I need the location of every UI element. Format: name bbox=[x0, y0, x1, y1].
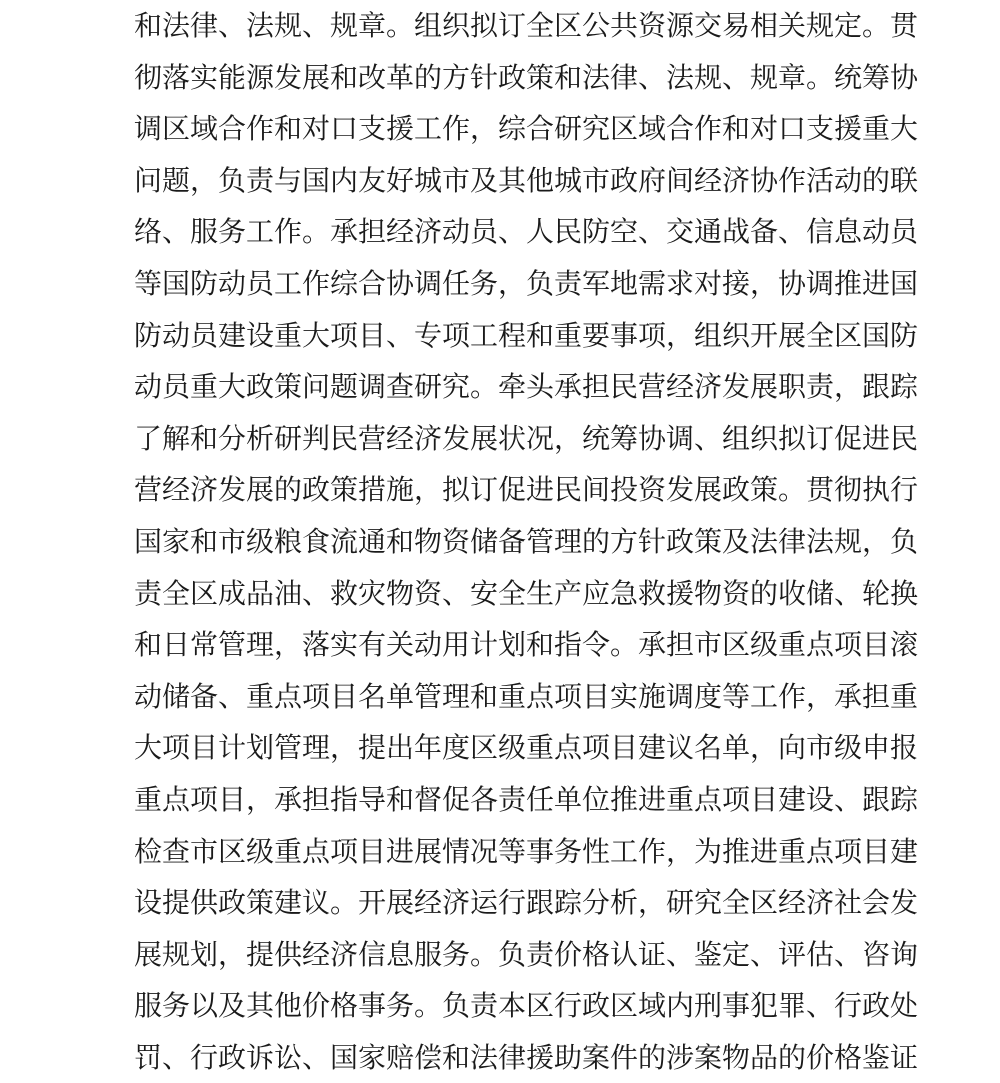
text-line: 动储备、重点项目名单管理和重点项目实施调度等工作，承担重 bbox=[134, 679, 919, 713]
text-line: 展规划，提供经济信息服务。负责价格认证、鉴定、评估、咨询 bbox=[134, 937, 919, 971]
text-line: 设提供政策建议。开展经济运行跟踪分析，研究全区经济社会发 bbox=[134, 886, 919, 920]
text-line: 等国防动员工作综合协调任务，负责军地需求对接，协调推进国 bbox=[134, 266, 919, 300]
text-line: 重点项目，承担指导和督促各责任单位推进重点项目建设、跟踪 bbox=[134, 782, 919, 816]
text-line: 和法律、法规、规章。组织拟订全区公共资源交易相关规定。贯 bbox=[134, 9, 919, 42]
text-line: 防动员建设重大项目、专项工程和重要事项，组织开展全区国防 bbox=[134, 318, 919, 352]
text-line: 责全区成品油、救灾物资、安全生产应急救援物资的收储、轮换 bbox=[134, 576, 919, 610]
text-line: 大项目计划管理，提出年度区级重点项目建议名单，向市级申报 bbox=[134, 731, 919, 765]
text-line: 检查市区级重点项目进展情况等事务性工作，为推进重点项目建 bbox=[134, 834, 919, 868]
text-line: 动员重大政策问题调查研究。牵头承担民营经济发展职责，跟踪 bbox=[134, 370, 919, 404]
text-line: 络、服务工作。承担经济动员、人民防空、交通战备、信息动员 bbox=[134, 215, 919, 249]
body-text bbox=[134, 0, 919, 1083]
text-line: 问题，负责与国内友好城市及其他城市政府间经济协作活动的联 bbox=[134, 163, 919, 197]
text-line: 和日常管理，落实有关动用计划和指令。承担市区级重点项目滚 bbox=[134, 628, 919, 662]
text-line: 调区域合作和对口支援工作，综合研究区域合作和对口支援重大 bbox=[134, 112, 919, 146]
text-line: 彻落实能源发展和改革的方针政策和法律、法规、规章。统筹协 bbox=[134, 60, 919, 94]
text-line: 营经济发展的政策措施，拟订促进民间投资发展政策。贯彻执行 bbox=[134, 473, 919, 507]
text-line: 了解和分析研判民营经济发展状况，统筹协调、组织拟订促进民 bbox=[134, 421, 919, 455]
text-line: 国家和市级粮食流通和物资储备管理的方针政策及法律法规，负 bbox=[134, 524, 919, 558]
text-line: 罚、行政诉讼、国家赔偿和法律援助案件的涉案物品的价格鉴证 bbox=[134, 1040, 919, 1074]
text-line: 服务以及其他价格事务。负责本区行政区域内刑事犯罪、行政处 bbox=[134, 989, 919, 1023]
